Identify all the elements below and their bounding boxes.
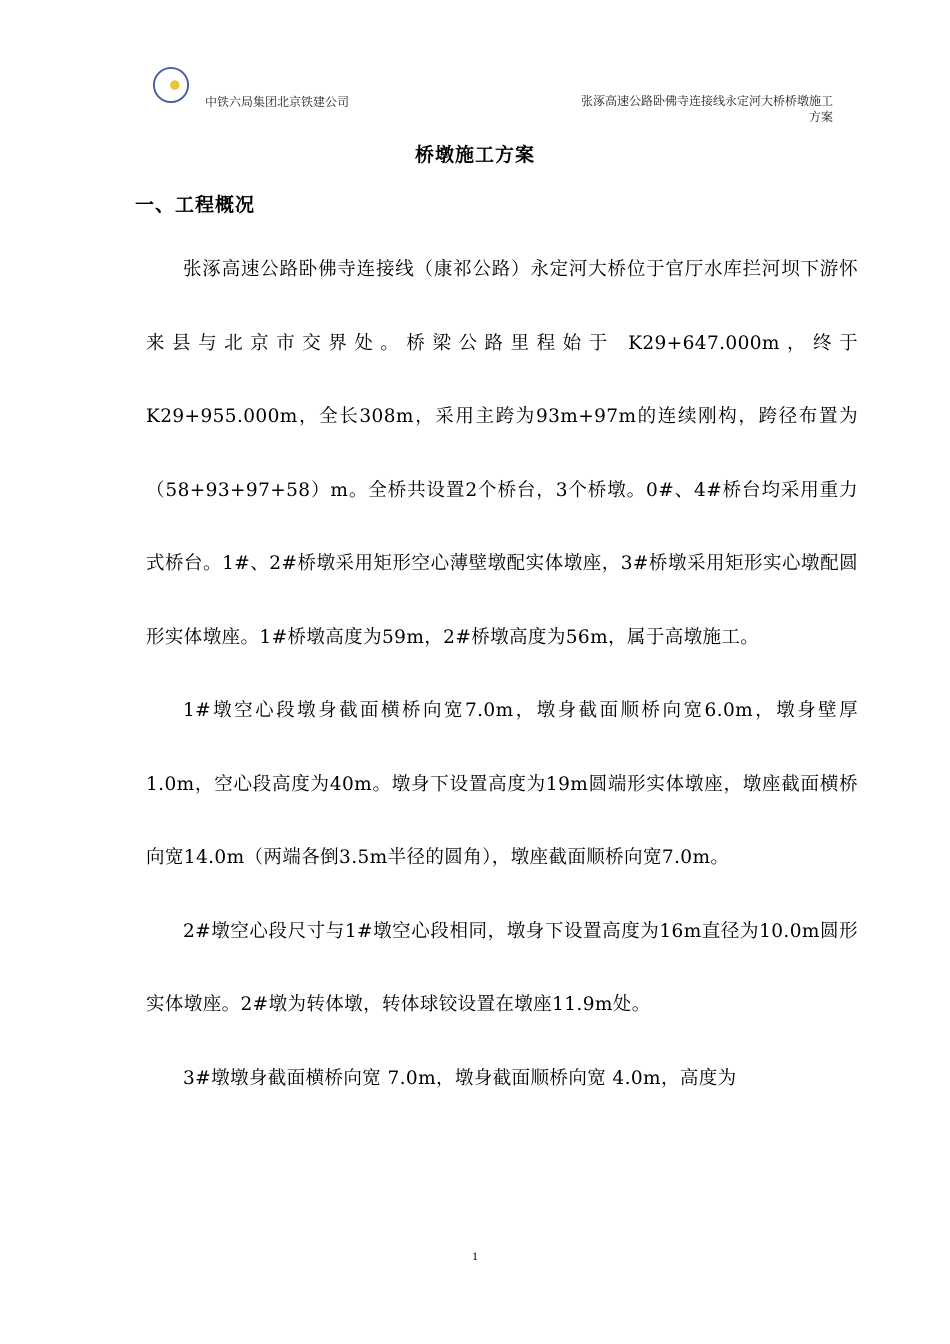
page-number: 1	[472, 1249, 478, 1263]
project-name-line2: 方案	[808, 110, 833, 124]
paragraph-overview: 张涿高速公路卧佛寺连接线（康祁公路）永定河大桥位于官厅水库拦河坝下游怀来县与北京市交界处。桥梁公路里程始于 K29+647.000m，终于K29+955.000m，全长308m，采用主跨为93m+97m的连续刚构，跨径布置为（58+93+97+58）m。全桥共设置2个桥台，3个桥墩。0#、4#桥台均采用重力式桥台。1#、2#桥墩采用矩形空心薄壁墩配实体墩座，3#桥墩采用矩形实心墩配圆形实体墩座。1#桥墩高度为59m，2#桥墩高度为56m，属于高墩施工。	[146, 259, 858, 648]
company-name: 中铁六局集团北京铁建公司	[205, 95, 350, 109]
project-name-line1: 张涿高速公路卧佛寺连接线永定河大桥桥墩施工	[580, 94, 833, 108]
paragraph-pier-3: 3#墩墩身截面横桥向宽 7.0m，墩身截面顺桥向宽 4.0m，高度为	[183, 1067, 737, 1089]
paragraph-pier-1: 1#墩空心段墩身截面横桥向宽7.0m，墩身截面顺桥向宽6.0m，墩身壁厚1.0m，空心段高度为40m。墩身下设置高度为19m圆端形实体墩座，墩座截面横桥向宽14.0m（两端各倒3.5m半径的圆角），墩座截面顺桥向宽7.0m。	[146, 700, 858, 868]
document-title: 桥墩施工方案	[414, 144, 535, 166]
page-header	[0, 0, 950, 130]
body-text	[146, 233, 858, 1115]
section-heading: 一、工程概况	[135, 194, 256, 216]
company-logo-icon	[152, 66, 190, 104]
project-name	[513, 93, 833, 125]
paragraph-pier-2: 2#墩空心段尺寸与1#墩空心段相同，墩身下设置高度为16m直径为10.0m圆形实体墩座。2#墩为转体墩，转体球铰设置在墩座11.9m处。	[146, 920, 858, 1015]
header-divider	[146, 128, 860, 129]
